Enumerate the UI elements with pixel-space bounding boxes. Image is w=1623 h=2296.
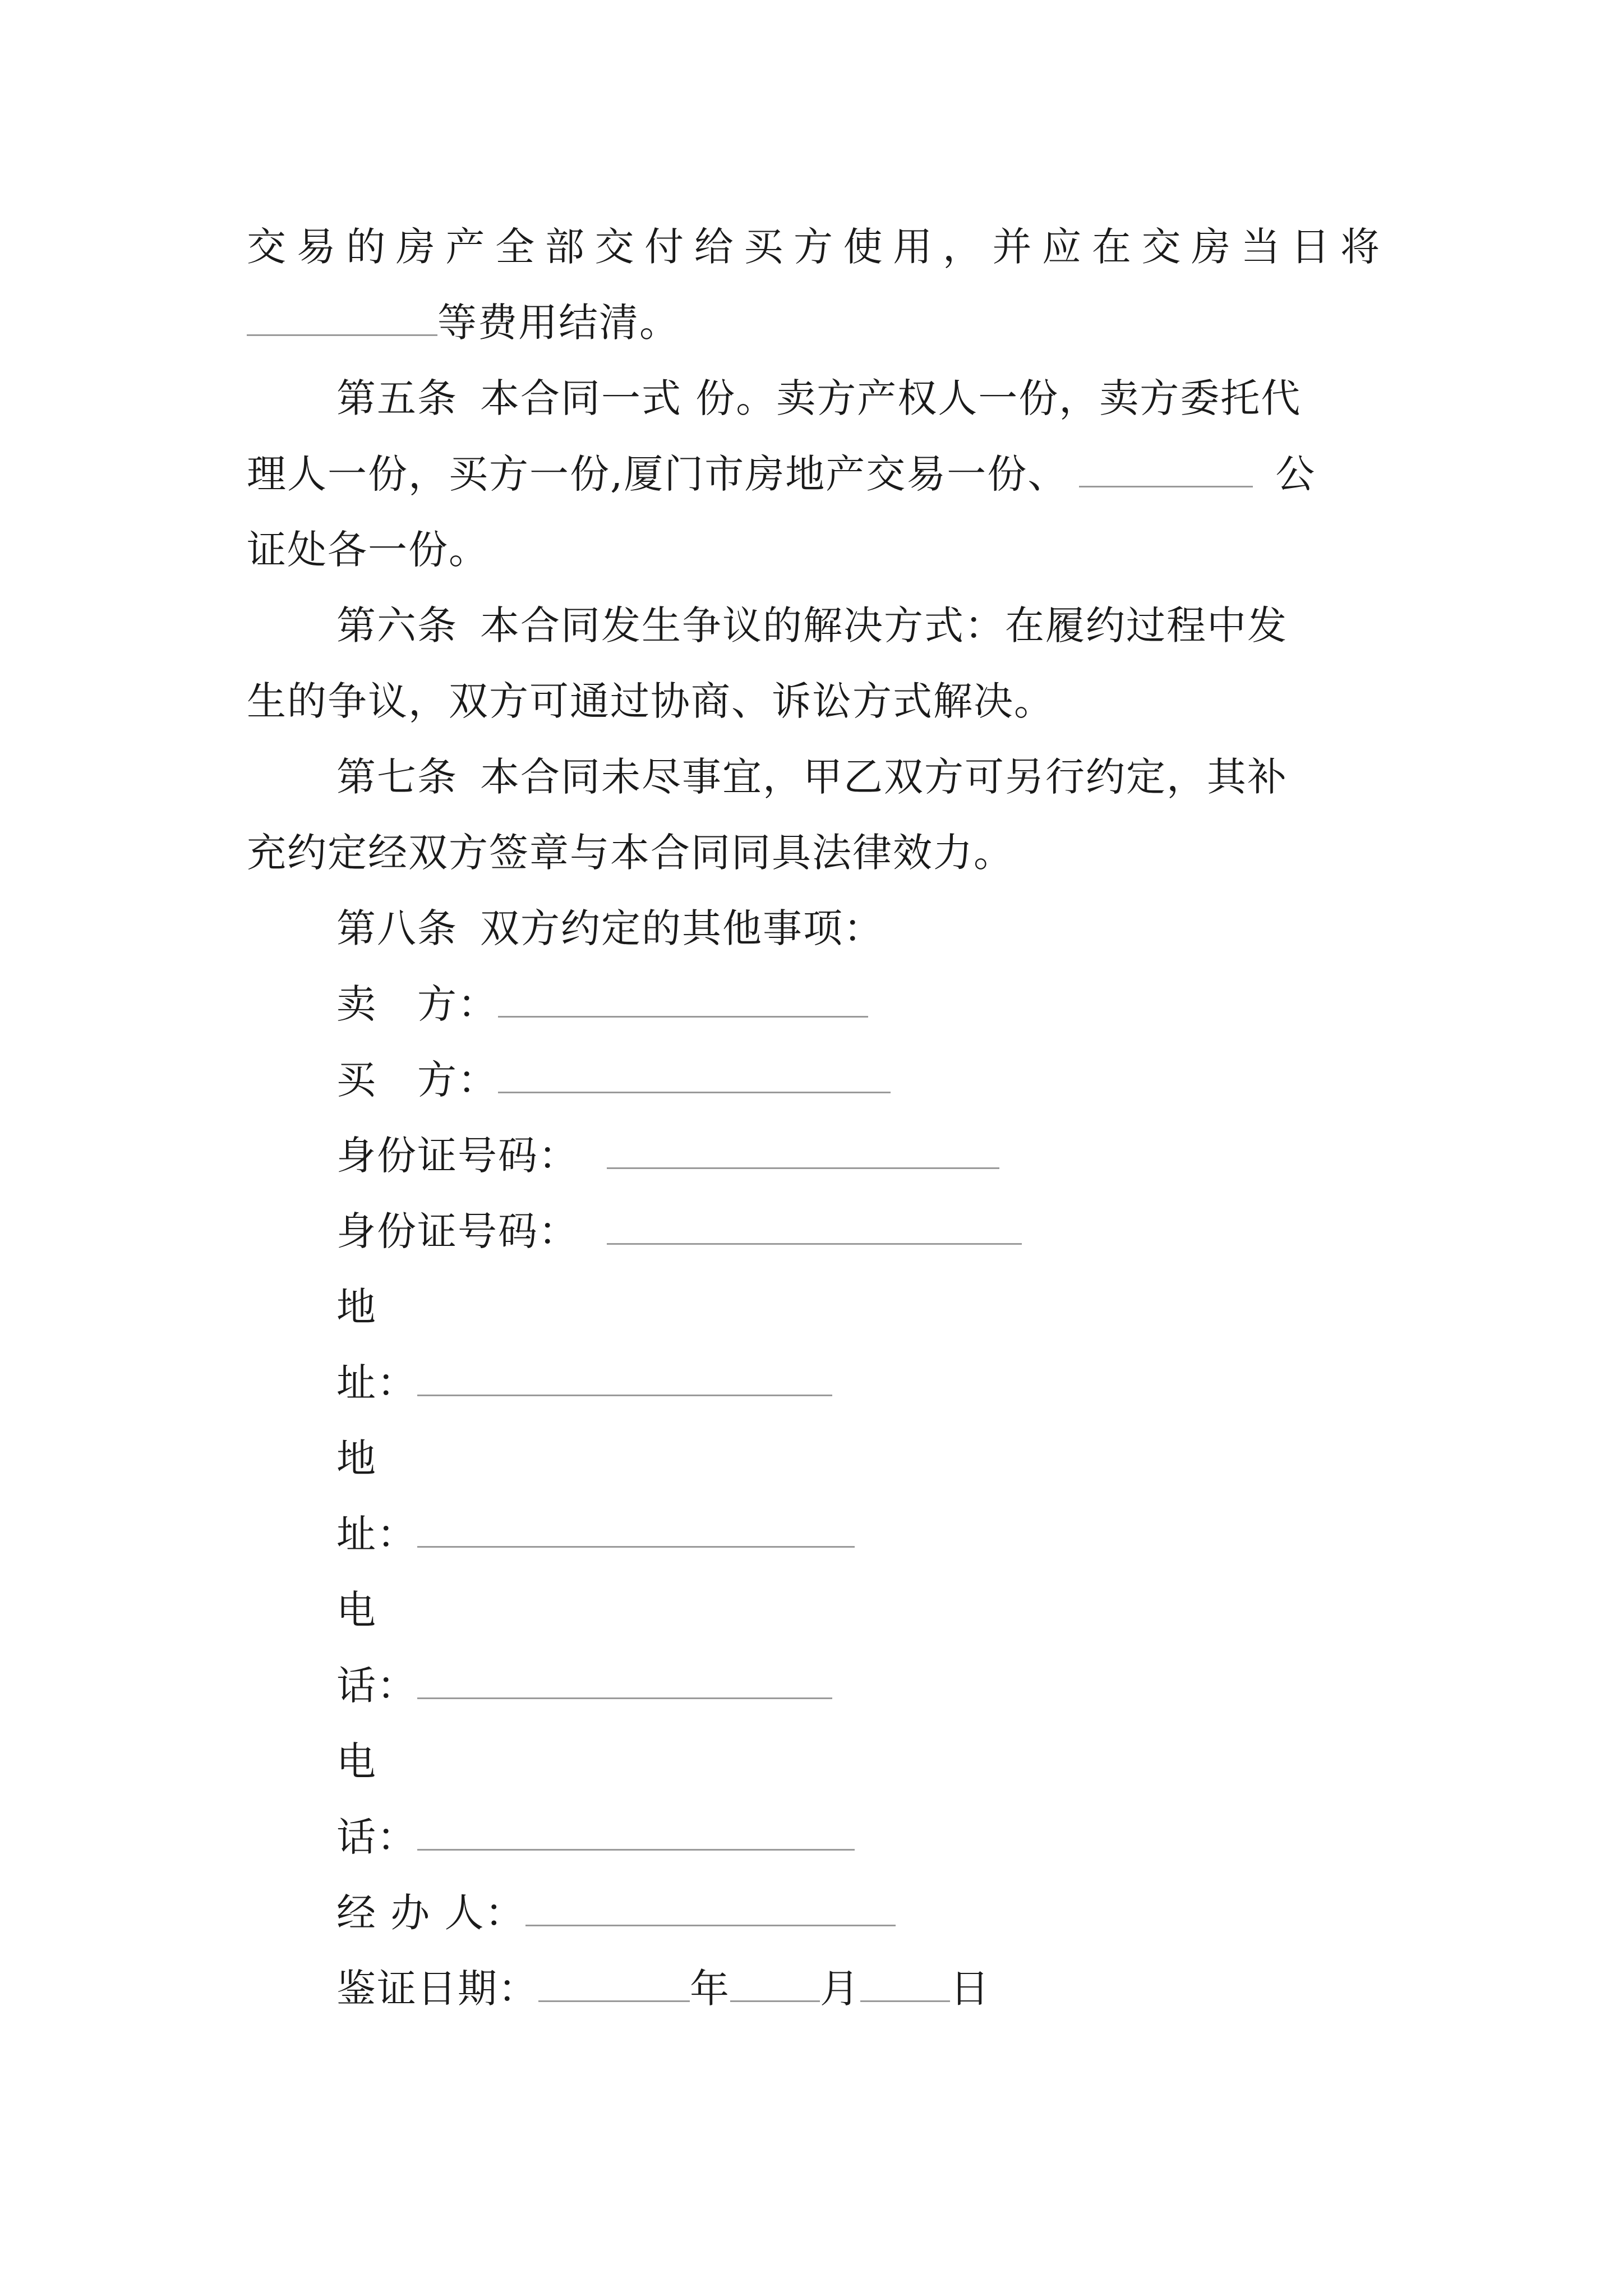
- text: 本合同一式 份。卖方产权人一份，卖方委托代: [480, 375, 1302, 421]
- phone-field: [336, 1663, 832, 1708]
- field-label: 买 方：: [336, 1057, 498, 1103]
- text: 证处各一份。: [247, 527, 489, 573]
- text: 交易的房产全部交付给买方使用，并应在交房当日将: [247, 224, 1380, 270]
- phone-blank[interactable]: [417, 1816, 855, 1851]
- field-label: 经 办 人：: [336, 1890, 525, 1936]
- field-label: 电: [336, 1587, 377, 1633]
- article-number: 第六条: [336, 602, 458, 648]
- article-5-line: [336, 376, 1301, 421]
- field-label: 鉴证日期：: [336, 1966, 538, 2012]
- blank-field[interactable]: [1079, 453, 1253, 487]
- day-label: 日: [950, 1966, 990, 2012]
- phone-field: [336, 1815, 855, 1860]
- article-number: 第八条: [336, 905, 458, 951]
- paragraph-line: [247, 224, 1380, 269]
- article-6-line: [247, 679, 1054, 724]
- year-label: 年: [690, 1966, 730, 2012]
- address-label-top: [336, 1436, 377, 1481]
- month-blank[interactable]: [730, 1968, 820, 2002]
- address-field: [336, 1512, 855, 1557]
- id-number-field: [336, 1209, 1022, 1254]
- phone-blank[interactable]: [417, 1665, 832, 1699]
- article-number: 第七条: [336, 754, 458, 800]
- article-6-line: [336, 603, 1288, 648]
- field-label: 身份证号码：: [336, 1133, 579, 1179]
- id-number-field: [336, 1133, 999, 1178]
- article-number: 第五条: [336, 375, 458, 421]
- article-7-line: [247, 830, 1014, 875]
- field-label: 址：: [336, 1511, 417, 1557]
- agent-blank[interactable]: [525, 1892, 896, 1926]
- id-number-blank[interactable]: [607, 1211, 1022, 1245]
- field-label: 话：: [336, 1663, 417, 1709]
- text: 公: [1275, 451, 1316, 497]
- text: 充约定经双方签章与本合同同具法律效力。: [247, 830, 1014, 876]
- month-label: 月: [820, 1966, 860, 2012]
- field-label: 卖 方：: [336, 981, 498, 1027]
- article-5-line: [247, 527, 489, 572]
- day-blank[interactable]: [860, 1968, 950, 2002]
- address-blank[interactable]: [417, 1513, 855, 1548]
- seller-blank[interactable]: [498, 983, 868, 1018]
- field-label: 地: [336, 1435, 377, 1481]
- text: 双方约定的其他事项：: [480, 905, 884, 951]
- text: 生的争议，双方可通过协商、诉讼方式解决。: [247, 678, 1054, 724]
- year-blank[interactable]: [538, 1968, 690, 2002]
- text: 本合同未尽事宜，甲乙双方可另行约定，其补: [480, 754, 1288, 800]
- field-label: 地: [336, 1284, 377, 1330]
- text: 理人一份，买方一份,厦门市房地产交易一份、: [247, 451, 1068, 497]
- blank-field[interactable]: [247, 302, 437, 336]
- agent-field: [336, 1890, 896, 1935]
- field-label: 身份证号码：: [336, 1208, 579, 1254]
- field-label: 址：: [336, 1360, 417, 1406]
- buyer-blank[interactable]: [498, 1059, 891, 1093]
- field-label: 电: [336, 1738, 377, 1784]
- article-5-line: [247, 452, 1316, 496]
- text: 本合同发生争议的解决方式：在履约过程中发: [480, 602, 1288, 648]
- seller-field: [336, 982, 868, 1027]
- text: 等费用结清。: [437, 300, 680, 346]
- article-7-line: [336, 754, 1288, 799]
- phone-label-top: [336, 1588, 377, 1632]
- address-label-top: [336, 1285, 377, 1329]
- id-number-blank[interactable]: [607, 1135, 999, 1169]
- field-label: 话：: [336, 1814, 417, 1860]
- verification-date-field: [336, 1966, 990, 2011]
- article-8-line: [336, 906, 884, 951]
- buyer-field: [336, 1057, 891, 1102]
- address-field: [336, 1360, 832, 1405]
- address-blank[interactable]: [417, 1362, 832, 1396]
- paragraph-line: [247, 300, 680, 345]
- phone-label-top: [336, 1739, 377, 1784]
